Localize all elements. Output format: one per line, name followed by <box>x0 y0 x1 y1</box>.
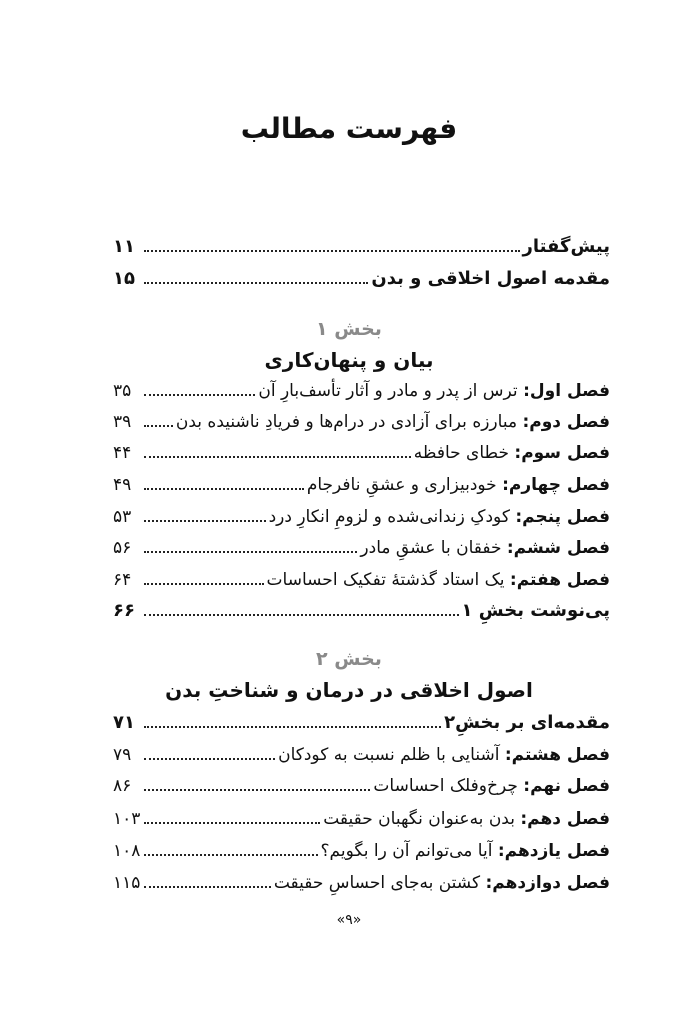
toc-page-number: ۴۴ <box>113 442 132 463</box>
toc-page-number: ۵۳ <box>113 506 132 527</box>
toc-chapter-11[interactable] <box>113 832 610 862</box>
chapter-prefix: فصل ششم: <box>506 537 610 558</box>
toc-entry-label: پی‌نوشت بخشِ ۱ <box>461 599 610 621</box>
dot-leader <box>144 822 320 824</box>
chapter-prefix: فصل دوم: <box>522 411 610 432</box>
toc-chapter-7[interactable] <box>113 561 610 591</box>
part-1-label: بخش ۱ <box>316 318 382 340</box>
page-number: «۹» <box>336 912 362 928</box>
dot-leader <box>144 394 255 396</box>
chapter-title: آیا می‌توانم آن را بگویم؟ <box>320 840 498 861</box>
toc-page-number: ۱۵ <box>113 267 135 289</box>
chapter-prefix: فصل نهم: <box>523 775 610 796</box>
chapter-prefix: فصل پنجم: <box>515 506 610 527</box>
toc-entry-label: مقدمه اصول اخلاقی و بدن <box>371 267 610 289</box>
dot-leader <box>144 854 318 856</box>
toc-chapter-5[interactable] <box>113 498 610 528</box>
toc-page-number: ۳۹ <box>113 411 132 432</box>
chapter-title: خطای حافظه <box>413 442 515 463</box>
toc-chapter-8[interactable] <box>113 736 610 766</box>
chapter-title: کودکِ زندانی‌شده و لزومِ انکارِ درد <box>268 506 516 527</box>
dot-leader <box>144 583 264 585</box>
dot-leader <box>144 726 441 728</box>
toc-page-number: ۷۱ <box>113 711 135 733</box>
toc-page-number: ۶۶ <box>113 599 135 621</box>
chapter-prefix: فصل سوم: <box>514 442 610 463</box>
chapter-title: مبارزه برای آزادی در درام‌ها و فریادِ ناشنیده بدن <box>175 411 523 432</box>
toc-page-number: ۱۱ <box>113 235 135 257</box>
dot-leader <box>144 488 304 490</box>
dot-leader <box>144 758 275 760</box>
toc-chapter-4[interactable] <box>113 466 610 496</box>
chapter-title: یک استاد گذشتهٔ تفکیک احساسات <box>266 569 510 590</box>
dot-leader <box>144 789 370 791</box>
toc-page-number: ۳۵ <box>113 380 132 401</box>
toc-entry-label: مقدمه‌ای بر بخشِ۲ <box>444 711 610 733</box>
toc-chapter-1[interactable] <box>113 372 610 402</box>
toc-entry-preface[interactable] <box>113 228 610 258</box>
toc-chapter-10[interactable] <box>113 800 610 830</box>
toc-entry-introduction[interactable] <box>113 260 610 290</box>
chapter-title: کشتن به‌جای احساسِ حقیقت <box>273 872 486 893</box>
dot-leader <box>144 520 266 522</box>
dot-leader <box>144 886 271 888</box>
chapter-title: خفقان با عشقِ مادر <box>360 537 507 558</box>
dot-leader <box>144 250 520 252</box>
dot-leader <box>144 456 411 458</box>
chapter-prefix: فصل اول: <box>523 380 610 401</box>
toc-chapter-3[interactable] <box>113 434 610 464</box>
chapter-prefix: فصل دهم: <box>520 808 610 829</box>
toc-chapter-9[interactable] <box>113 767 610 797</box>
toc-page-number: ۵۶ <box>113 537 132 558</box>
toc-page-number: ۴۹ <box>113 474 132 495</box>
part-2-title: اصول اخلاقی در درمان و شناختِ بدن <box>165 678 533 702</box>
chapter-title: بدن به‌عنوان نگهبان حقیقت <box>323 808 521 829</box>
toc-page-number: ۷۹ <box>113 744 132 765</box>
chapter-prefix: فصل چهارم: <box>502 474 610 495</box>
chapter-title: ترس از پدر و مادر و آثار تأسف‌بارِ آن <box>258 380 524 401</box>
chapter-title: آشنایی با ظلم نسبت به کودکان <box>278 744 505 765</box>
dot-leader <box>144 551 357 553</box>
chapter-prefix: فصل هشتم: <box>504 744 610 765</box>
dot-leader <box>144 282 368 284</box>
toc-chapter-6[interactable] <box>113 529 610 559</box>
toc-page-number: ۱۰۸ <box>113 840 141 861</box>
toc-chapter-2[interactable] <box>113 403 610 433</box>
toc-intro-part-2[interactable] <box>113 704 610 734</box>
page-title: فهرست مطالب <box>240 112 458 145</box>
chapter-prefix: فصل دوازدهم: <box>485 872 610 893</box>
dot-leader <box>144 425 173 427</box>
toc-chapter-12[interactable] <box>113 864 610 894</box>
part-2-label: بخش ۲ <box>316 648 382 670</box>
part-1-title: بیان و پنهان‌کاری <box>264 348 434 372</box>
toc-page-number: ۱۰۳ <box>113 808 141 829</box>
toc-page-number: ۶۴ <box>113 569 132 590</box>
toc-entry-label: پیش‌گفتار <box>522 235 610 257</box>
chapter-prefix: فصل یازدهم: <box>497 840 610 861</box>
toc-afterword-part-1[interactable] <box>113 592 610 622</box>
chapter-title: چرخ‌وفلک احساسات <box>373 775 524 796</box>
chapter-title: خودبیزاری و عشقِ نافرجام <box>306 474 503 495</box>
toc-page-number: ۸۶ <box>113 775 132 796</box>
toc-page-number: ۱۱۵ <box>113 872 141 893</box>
chapter-prefix: فصل هفتم: <box>509 569 610 590</box>
dot-leader <box>144 614 459 616</box>
